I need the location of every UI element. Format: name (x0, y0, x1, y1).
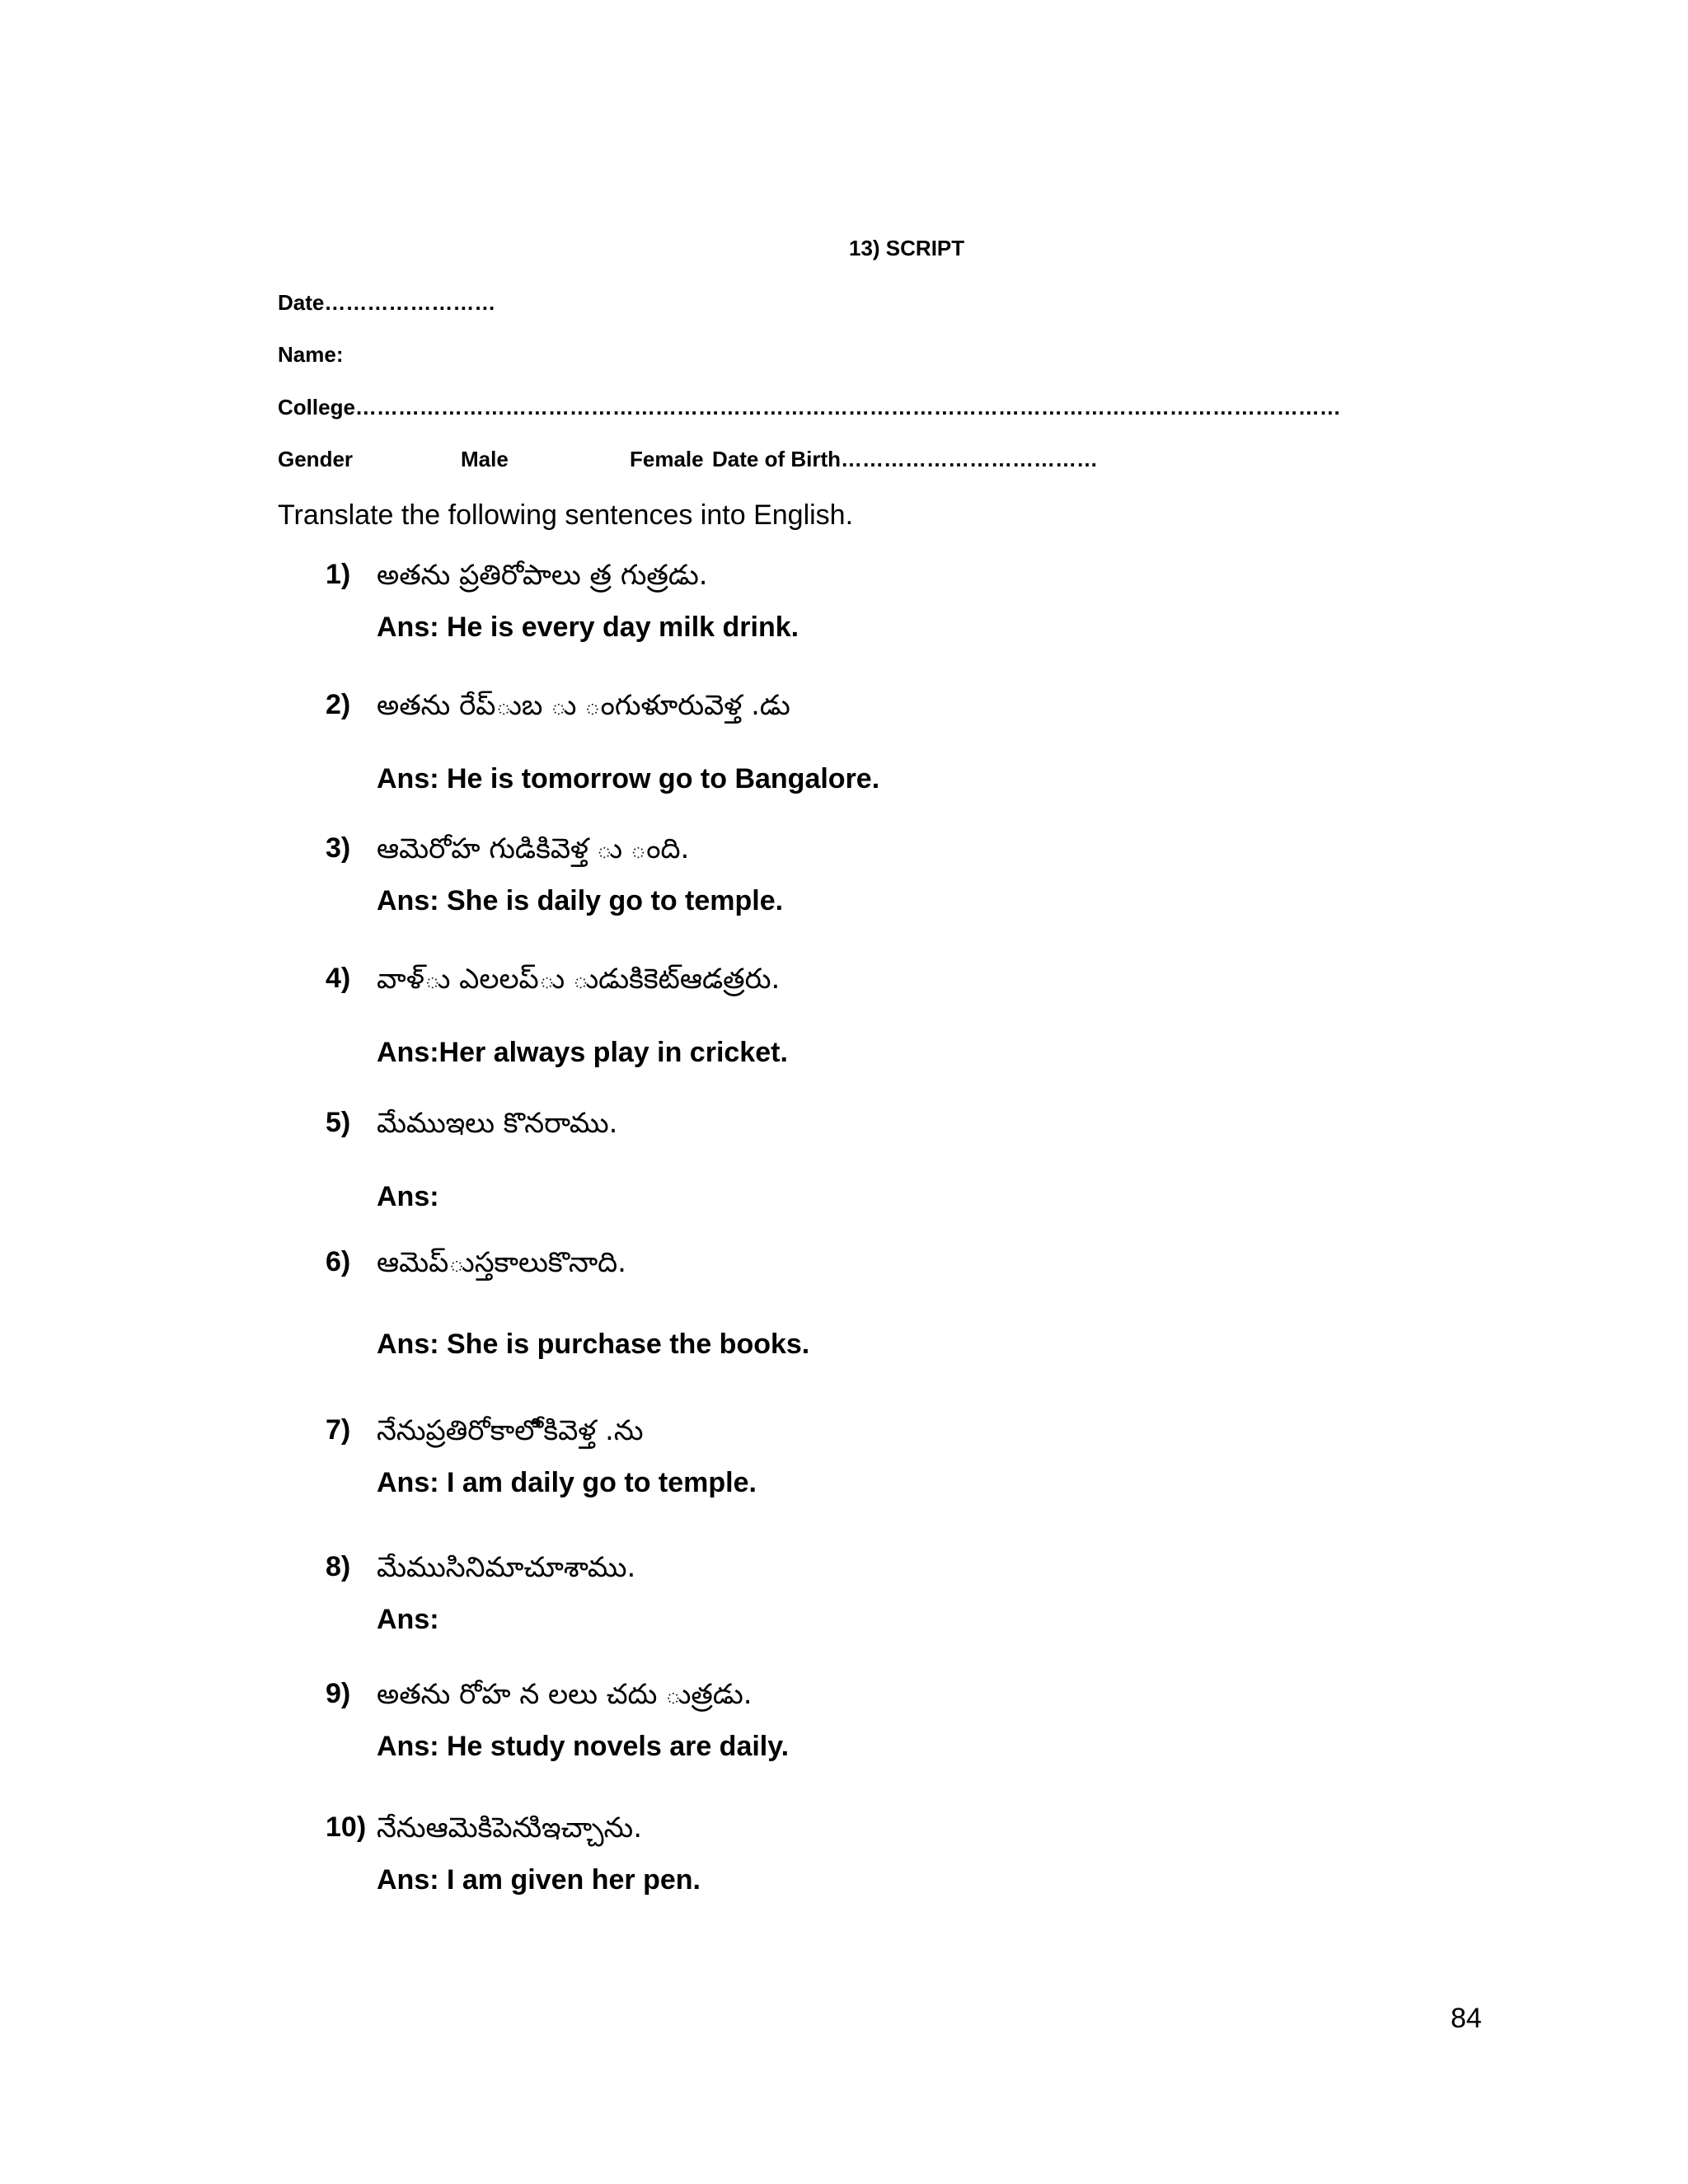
answer-text: Ans: He is tomorrow go to Bangalore. (377, 763, 880, 794)
answer-text: Ans: (377, 1604, 439, 1635)
answer-text: Ans: She is daily go to temple. (377, 885, 784, 916)
question-text: అతను రేప్ుబ ు ంగుళూరువెళ్త .డు (377, 689, 790, 722)
gender-dob-row (278, 447, 1102, 475)
gender-label: Gender (278, 447, 354, 471)
question-number: 6) (326, 1246, 351, 1277)
question-text: అతను రోహ న లలు చదు ుత్రడు. (377, 1678, 753, 1711)
page-number: 84 (1451, 2003, 1482, 2034)
gender-female-option: Female (630, 447, 704, 471)
question-text: మేముసినిమాచూశాము. (377, 1551, 636, 1584)
date-of-birth-field: Date of Birth……………………………… (712, 447, 1098, 471)
answer-text: Ans: I am given her pen. (377, 1864, 701, 1896)
answer-text: Ans: I am daily go to temple. (377, 1467, 757, 1498)
answer-text: Ans: She is purchase the books. (377, 1329, 810, 1360)
question-text: నేనుప్రతిరోకాలోికివెళ్త .ను (377, 1414, 644, 1447)
question-text: వాళ్ు ఎలలప్ు ుడుకిికెట్ఆడత్రరు. (377, 963, 781, 996)
answer-text: Ans: He study novels are daily. (377, 1731, 790, 1762)
question-number: 3) (326, 832, 351, 864)
instruction-text: Translate the following sentences into English. (278, 499, 854, 531)
question-text: ఆమెప్ుస్తకాలుకొనాది. (377, 1246, 626, 1279)
question-number: 9) (326, 1678, 351, 1709)
question-number: 1) (326, 559, 351, 590)
question-number: 4) (326, 963, 351, 994)
question-text: ఆమెరోహ గుడికివెళ్త ు ంది. (377, 832, 690, 865)
question-number: 10) (326, 1811, 367, 1843)
gender-male-option: Male (461, 447, 509, 471)
answer-text: Ans: (377, 1181, 439, 1212)
question-text: మేముఇలు కొనరాము. (377, 1107, 618, 1140)
question-text: అతను ప్రతిరోపాలు త్ర గుత్రడు. (377, 559, 708, 592)
question-number: 2) (326, 689, 351, 720)
question-number: 5) (326, 1107, 351, 1138)
name-field: Name: (278, 342, 344, 367)
college-field: College………………………………………………………………………………………………………………………… (278, 395, 1341, 419)
answer-text: Ans:Her always play in cricket. (377, 1037, 788, 1068)
question-text: నేనుఆమెకిపెనుిఇచ్చాను. (377, 1811, 643, 1844)
date-field: Date…………………… (278, 290, 496, 315)
answer-text: Ans: He is every day milk drink. (377, 612, 799, 643)
question-number: 7) (326, 1414, 351, 1446)
question-number: 8) (326, 1551, 351, 1582)
page-title: 13) SCRIPT (849, 236, 965, 260)
